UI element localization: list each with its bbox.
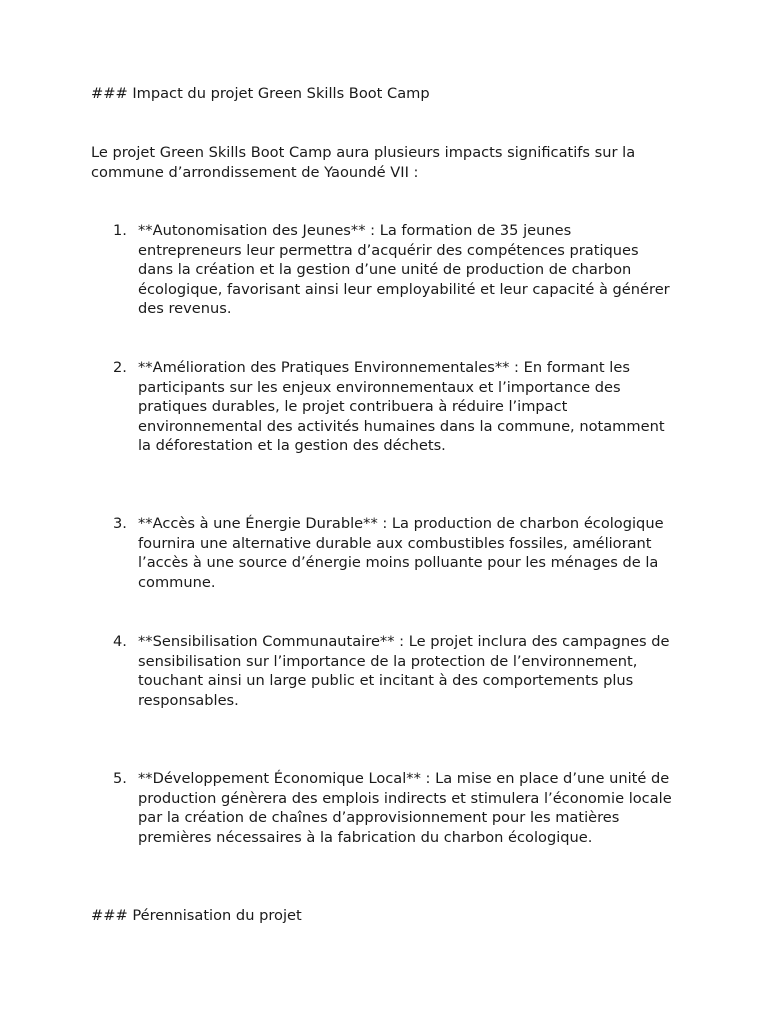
list-item-4	[113, 632, 673, 710]
list-item-5	[113, 769, 673, 847]
list-item-text: **Accès à une Énergie Durable** : La production de charbon écologique fournira une alternative durable aux combustibles fossiles, améliorant l’accès à une source d’énergie moins polluante pour les ménages de la commune.	[138, 515, 664, 591]
list-item-text: **Sensibilisation Communautaire** : Le projet inclura des campagnes de sensibilisation sur l’importance de la protection de l’environnement, touchant ainsi un large public et incitant à des comportements plus responsables.	[138, 633, 670, 709]
list-item-number: 4.	[113, 633, 127, 650]
section-heading-perennisation: ### Pérennisation du projet	[91, 907, 302, 924]
list-item-number: 2.	[113, 359, 127, 376]
list-item-3	[113, 514, 673, 592]
list-item-2	[113, 358, 673, 456]
intro-paragraph: Le projet Green Skills Boot Camp aura plusieurs impacts significatifs sur la commune d’arrondissement de Yaoundé VII :	[91, 144, 636, 181]
list-item-number: 3.	[113, 515, 127, 532]
list-item-text: **Développement Économique Local** : La mise en place d’une unité de production génèrera des emplois indirects et stimulera l’économie locale par la création de chaînes d’approvisionnement pour les matières premières nécessaires à la fabrication du charbon écologique.	[138, 770, 672, 846]
list-item-text: **Amélioration des Pratiques Environnementales** : En formant les participants sur les enjeux environnementaux et l’importance des pratiques durables, le projet contribuera à réduire l’impact environnemental des activités humaines dans la commune, notamment la déforestation et la gestion des déchets.	[138, 359, 665, 455]
list-item-text: **Autonomisation des Jeunes** : La formation de 35 jeunes entrepreneurs leur permettra d’acquérir des compétences pratiques dans la création et la gestion d’une unité de production de charbon écologique, favorisant ainsi leur employabilité et leur capacité à générer des revenus.	[138, 222, 670, 318]
list-item-number: 5.	[113, 770, 127, 787]
list-item-1	[113, 221, 673, 319]
section-heading-impact: ### Impact du projet Green Skills Boot Camp	[91, 85, 430, 102]
list-item-number: 1.	[113, 222, 127, 239]
